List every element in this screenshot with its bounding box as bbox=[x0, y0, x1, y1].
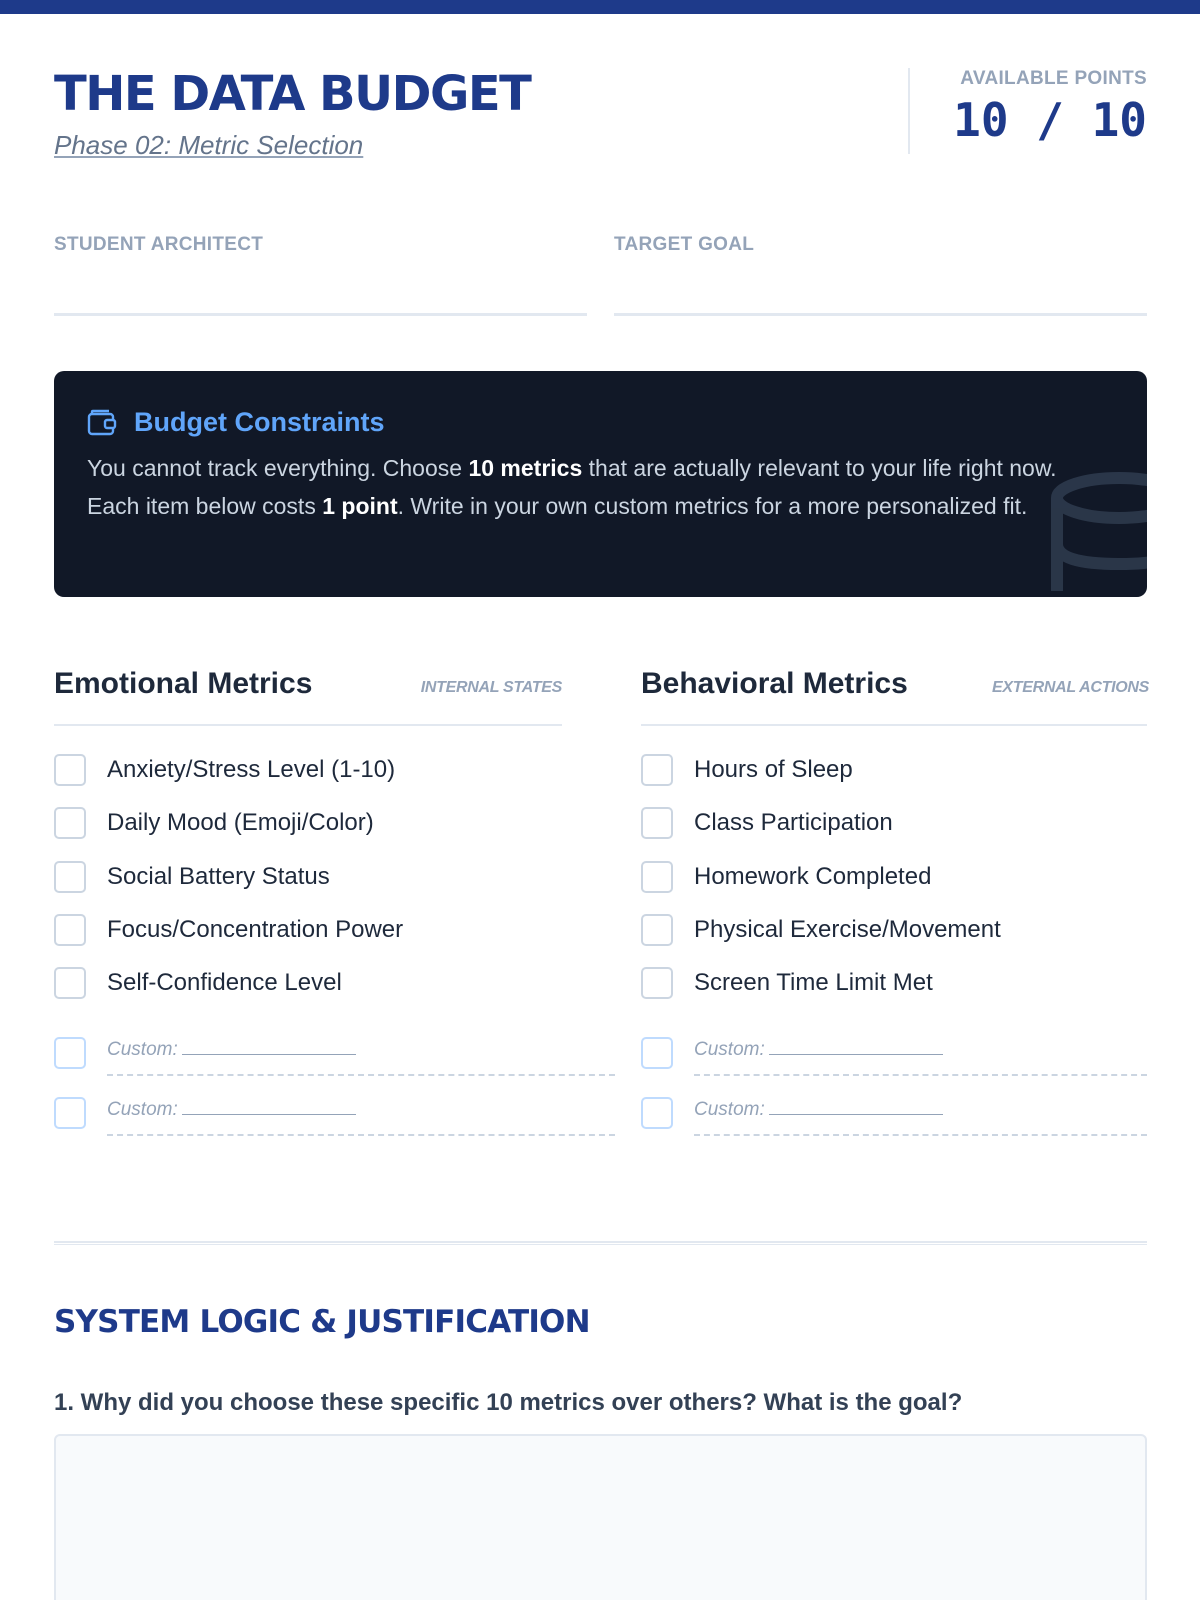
emotional-metrics-heading: Emotional Metrics bbox=[54, 667, 313, 700]
custom-metric-checkbox[interactable] bbox=[641, 1097, 673, 1129]
budget-constraints-title: Budget Constraints bbox=[134, 407, 385, 437]
metric-label: Self-Confidence Level bbox=[107, 969, 342, 996]
behavioral-metrics-heading: Behavioral Metrics bbox=[641, 667, 908, 700]
custom-metric-field[interactable]: Custom: bbox=[107, 1037, 356, 1061]
custom-metric-rule bbox=[694, 1134, 1147, 1136]
metric-label: Social Battery Status bbox=[107, 863, 330, 890]
metric-checkbox[interactable] bbox=[641, 861, 673, 893]
budget-constraints-text: You cannot track everything. Choose 10 metrics that are actually relevant to your life right now. Each item below costs 1 point. Write in your own custom metrics for a more personalized fit. bbox=[87, 455, 1057, 519]
page-subtitle: Phase 02: Metric Selection bbox=[54, 130, 364, 160]
points-divider bbox=[908, 68, 910, 154]
metric-checkbox[interactable] bbox=[641, 807, 673, 839]
metric-checkbox[interactable] bbox=[54, 754, 86, 786]
metric-label: Class Participation bbox=[694, 809, 893, 836]
metric-checkbox[interactable] bbox=[54, 967, 86, 999]
metric-label: Anxiety/Stress Level (1-10) bbox=[107, 756, 396, 783]
custom-metric-checkbox[interactable] bbox=[54, 1037, 86, 1069]
justification-title: SYSTEM LOGIC & JUSTIFICATION bbox=[54, 1304, 590, 1340]
target-goal-field[interactable] bbox=[614, 313, 1147, 316]
metric-label: Physical Exercise/Movement bbox=[694, 916, 1001, 943]
metric-checkbox[interactable] bbox=[54, 807, 86, 839]
metric-label: Screen Time Limit Met bbox=[694, 969, 933, 996]
page-title: THE DATA BUDGET bbox=[54, 66, 531, 122]
budget-constraints-panel bbox=[54, 371, 1147, 597]
metric-label: Focus/Concentration Power bbox=[107, 916, 404, 943]
custom-metric-field[interactable]: Custom: bbox=[107, 1097, 356, 1121]
wallet-icon bbox=[87, 409, 117, 437]
metric-checkbox[interactable] bbox=[54, 914, 86, 946]
emotional-metrics-rule bbox=[54, 724, 562, 726]
available-points-label: AVAILABLE POINTS bbox=[960, 68, 1147, 89]
student-architect-label: STUDENT ARCHITECT bbox=[54, 234, 264, 255]
database-icon bbox=[1024, 466, 1147, 597]
custom-metric-field[interactable]: Custom: bbox=[694, 1037, 943, 1061]
metric-checkbox[interactable] bbox=[641, 967, 673, 999]
metric-label: Hours of Sleep bbox=[694, 756, 853, 783]
custom-metric-rule bbox=[107, 1074, 615, 1076]
metric-label: Homework Completed bbox=[694, 863, 932, 890]
question-1-label: 1. Why did you choose these specific 10 metrics over others? What is the goal? bbox=[54, 1389, 963, 1416]
metric-label: Daily Mood (Emoji/Color) bbox=[107, 809, 374, 836]
custom-metric-rule bbox=[694, 1074, 1147, 1076]
student-architect-field[interactable] bbox=[54, 313, 587, 316]
custom-metric-checkbox[interactable] bbox=[641, 1037, 673, 1069]
metric-checkbox[interactable] bbox=[641, 914, 673, 946]
emotional-metrics-tag: INTERNAL STATES bbox=[420, 679, 562, 696]
available-points-value: 10 / 10 bbox=[953, 93, 1147, 147]
custom-metric-field[interactable]: Custom: bbox=[694, 1097, 943, 1121]
metric-checkbox[interactable] bbox=[54, 861, 86, 893]
behavioral-metrics-rule bbox=[641, 724, 1147, 726]
custom-metric-checkbox[interactable] bbox=[54, 1097, 86, 1129]
question-1-answer-box[interactable] bbox=[54, 1434, 1147, 1600]
target-goal-label: TARGET GOAL bbox=[614, 234, 755, 255]
top-accent-bar bbox=[0, 0, 1200, 14]
metric-checkbox[interactable] bbox=[641, 754, 673, 786]
section-divider bbox=[54, 1241, 1147, 1245]
behavioral-metrics-tag: EXTERNAL ACTIONS bbox=[992, 679, 1149, 696]
custom-metric-rule bbox=[107, 1134, 615, 1136]
